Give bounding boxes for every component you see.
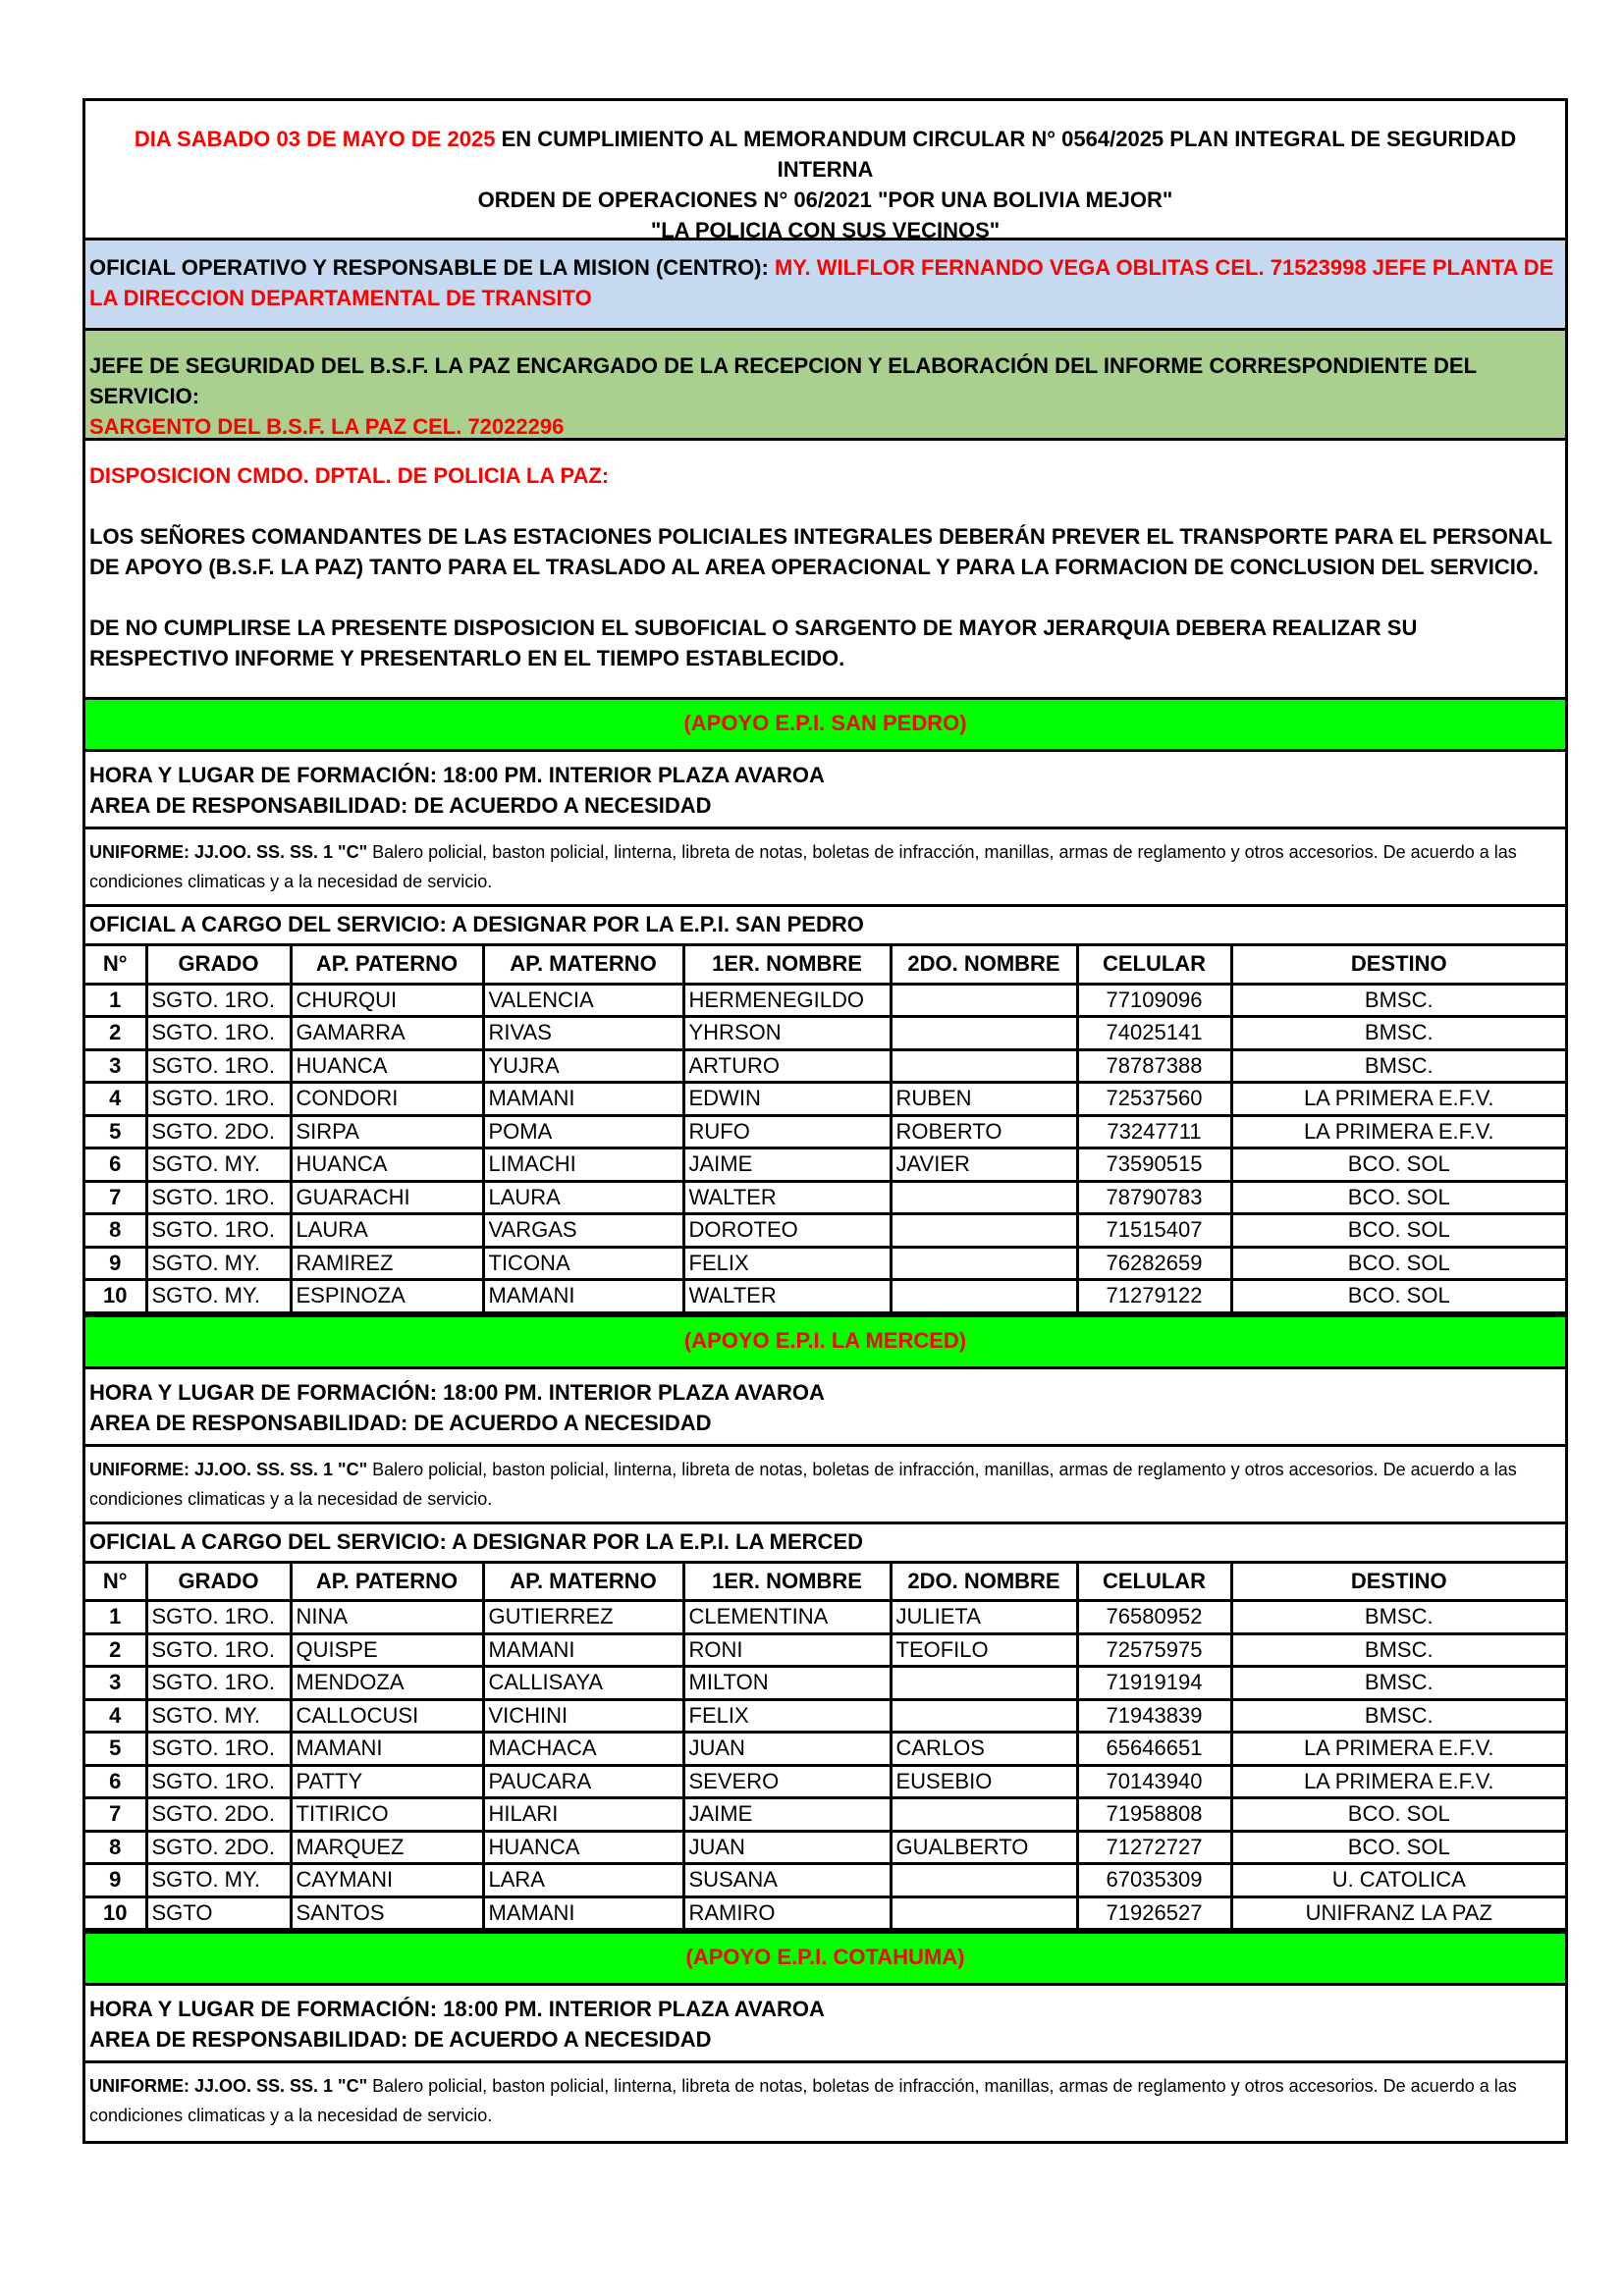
table-cell: CHURQUI bbox=[291, 984, 483, 1017]
table-cell: 74025141 bbox=[1077, 1017, 1231, 1050]
table-cell: 2 bbox=[85, 1017, 146, 1050]
table-cell: RAMIREZ bbox=[291, 1247, 483, 1280]
table-cell: 67035309 bbox=[1077, 1864, 1231, 1897]
area-responsabilidad-text: AREA DE RESPONSABILIDAD: DE ACUERDO A NECESIDAD bbox=[89, 793, 712, 818]
table-cell: BMSC. bbox=[1231, 1049, 1565, 1083]
table-cell: U. CATOLICA bbox=[1231, 1864, 1565, 1897]
table-cell: SEVERO bbox=[683, 1765, 891, 1798]
table-cell: BMSC. bbox=[1231, 1699, 1565, 1733]
table-cell: LA PRIMERA E.F.V. bbox=[1231, 1083, 1565, 1116]
table-cell: BMSC. bbox=[1231, 1017, 1565, 1050]
table-cell: LAURA bbox=[291, 1214, 483, 1248]
table-cell: BMSC. bbox=[1231, 1667, 1565, 1700]
table-row bbox=[85, 1733, 1565, 1766]
table-cell bbox=[891, 1181, 1077, 1214]
table-cell: 7 bbox=[85, 1181, 146, 1214]
formacion-block-la-merced bbox=[85, 1369, 1565, 1447]
table-cell: SGTO. 1RO. bbox=[146, 1667, 291, 1700]
table-cell: EDWIN bbox=[683, 1083, 891, 1116]
table-cell bbox=[891, 1667, 1077, 1700]
table-cell bbox=[891, 1864, 1077, 1897]
table-cell: NINA bbox=[291, 1601, 483, 1634]
oficial-operativo-label: OFICIAL OPERATIVO Y RESPONSABLE DE LA MISION (CENTRO): bbox=[89, 255, 775, 280]
table-cell: MAMANI bbox=[483, 1083, 683, 1116]
header-date: DIA SABADO 03 DE MAYO DE 2025 bbox=[134, 127, 496, 151]
table-cell: SGTO. 1RO. bbox=[146, 1633, 291, 1667]
table-cell: WALTER bbox=[683, 1280, 891, 1313]
uniforme-text: Balero policial, baston policial, linterna, libreta de notas, boletas de infracción, manillas, armas de reglamento y otros accesorios. De acuerdo a las condiciones climaticas y a la necesidad de servicio. bbox=[89, 2076, 1517, 2125]
table-cell bbox=[891, 1699, 1077, 1733]
personnel-table-wrap-san-pedro bbox=[85, 946, 1565, 1317]
table-row bbox=[85, 1083, 1565, 1116]
table-cell: 65646651 bbox=[1077, 1733, 1231, 1766]
table-cell: CALLISAYA bbox=[483, 1667, 683, 1700]
disposicion-paragraph-1: LOS SEÑORES COMANDANTES DE LAS ESTACIONES POLICIALES INTEGRALES DEBERÁN PREVER EL TRANSPORTE PARA EL PERSONAL DE APOYO (B.S.F. LA PAZ) TANTO PARA EL TRASLADO AL AREA OPERACIONAL Y PARA LA FORMACION DE CONCLUSION DEL SERVICIO. bbox=[89, 524, 1552, 579]
table-cell: RIVAS bbox=[483, 1017, 683, 1050]
table-cell: BCO. SOL bbox=[1231, 1247, 1565, 1280]
uniforme-label: UNIFORME: JJ.OO. SS. SS. 1 "C" bbox=[89, 2076, 368, 2096]
table-cell: 5 bbox=[85, 1115, 146, 1148]
table-cell: 4 bbox=[85, 1083, 146, 1116]
table-cell: 71272727 bbox=[1077, 1831, 1231, 1864]
table-cell: CARLOS bbox=[891, 1733, 1077, 1766]
table-cell: SGTO. 1RO. bbox=[146, 1601, 291, 1634]
table-cell: BCO. SOL bbox=[1231, 1280, 1565, 1313]
table-cell: LA PRIMERA E.F.V. bbox=[1231, 1115, 1565, 1148]
table-cell: POMA bbox=[483, 1115, 683, 1148]
table-row bbox=[85, 1280, 1565, 1313]
table-row bbox=[85, 1247, 1565, 1280]
jefe-seguridad-label: JEFE DE SEGURIDAD DEL B.S.F. LA PAZ ENCARGADO DE LA RECEPCION Y ELABORACIÓN DEL INFORME CORRESPONDIENTE DEL SERVICIO: bbox=[89, 353, 1477, 408]
column-header: AP. MATERNO bbox=[483, 946, 683, 984]
area-responsabilidad-text: AREA DE RESPONSABILIDAD: DE ACUERDO A NECESIDAD bbox=[89, 1410, 712, 1435]
personnel-table-san-pedro bbox=[85, 946, 1565, 1314]
table-cell: RUBEN bbox=[891, 1083, 1077, 1116]
table-cell: JUAN bbox=[683, 1831, 891, 1864]
table-cell: MAMANI bbox=[483, 1280, 683, 1313]
table-cell: JAIME bbox=[683, 1148, 891, 1182]
table-cell: 76282659 bbox=[1077, 1247, 1231, 1280]
table-row bbox=[85, 1667, 1565, 1700]
table-row bbox=[85, 1765, 1565, 1798]
uniforme-label: UNIFORME: JJ.OO. SS. SS. 1 "C" bbox=[89, 1459, 368, 1479]
disposicion-paragraph-2: DE NO CUMPLIRSE LA PRESENTE DISPOSICION EL SUBOFICIAL O SARGENTO DE MAYOR JERARQUIA DEBERA REALIZAR SU RESPECTIVO INFORME Y PRESENTARLO EN EL TIEMPO ESTABLECIDO. bbox=[89, 615, 1418, 670]
table-cell: 70143940 bbox=[1077, 1765, 1231, 1798]
table-cell: ESPINOZA bbox=[291, 1280, 483, 1313]
table-cell: SGTO. 1RO. bbox=[146, 1049, 291, 1083]
table-cell: VALENCIA bbox=[483, 984, 683, 1017]
uniforme-text: Balero policial, baston policial, linterna, libreta de notas, boletas de infracción, manillas, armas de reglamento y otros accesorios. De acuerdo a las condiciones climaticas y a la necesidad de servicio. bbox=[89, 1459, 1517, 1509]
table-cell: 9 bbox=[85, 1864, 146, 1897]
table-cell: SGTO. MY. bbox=[146, 1148, 291, 1182]
table-cell: 8 bbox=[85, 1214, 146, 1248]
table-cell: SGTO. MY. bbox=[146, 1247, 291, 1280]
table-cell: 73590515 bbox=[1077, 1148, 1231, 1182]
table-cell: SGTO. 1RO. bbox=[146, 1083, 291, 1116]
table-cell: SGTO. MY. bbox=[146, 1699, 291, 1733]
table-cell: GUALBERTO bbox=[891, 1831, 1077, 1864]
table-row bbox=[85, 1115, 1565, 1148]
table-cell: BMSC. bbox=[1231, 1601, 1565, 1634]
table-row bbox=[85, 1633, 1565, 1667]
column-header: DESTINO bbox=[1231, 1564, 1565, 1601]
table-cell: HUANCA bbox=[291, 1049, 483, 1083]
table-cell: BCO. SOL bbox=[1231, 1214, 1565, 1248]
table-cell: MILTON bbox=[683, 1667, 891, 1700]
table-cell: MAMANI bbox=[291, 1733, 483, 1766]
table-cell: PATTY bbox=[291, 1765, 483, 1798]
column-header: CELULAR bbox=[1077, 946, 1231, 984]
column-header: DESTINO bbox=[1231, 946, 1565, 984]
table-cell: WALTER bbox=[683, 1181, 891, 1214]
table-cell: LARA bbox=[483, 1864, 683, 1897]
column-header: AP. PATERNO bbox=[291, 1564, 483, 1601]
column-header: CELULAR bbox=[1077, 1564, 1231, 1601]
table-cell: RONI bbox=[683, 1633, 891, 1667]
column-header: 1ER. NOMBRE bbox=[683, 1564, 891, 1601]
area-responsabilidad-text: AREA DE RESPONSABILIDAD: DE ACUERDO A NECESIDAD bbox=[89, 2027, 712, 2052]
table-cell bbox=[891, 984, 1077, 1017]
table-row bbox=[85, 1601, 1565, 1634]
table-header-row bbox=[85, 1564, 1565, 1601]
disposicion-title: DISPOSICION CMDO. DPTAL. DE POLICIA LA PAZ: bbox=[89, 463, 610, 488]
table-cell: HUANCA bbox=[291, 1148, 483, 1182]
table-cell: SGTO. 2DO. bbox=[146, 1798, 291, 1832]
table-cell: GUARACHI bbox=[291, 1181, 483, 1214]
oficial-cargo-la-merced: OFICIAL A CARGO DEL SERVICIO: A DESIGNAR POR LA E.P.I. LA MERCED bbox=[85, 1524, 1565, 1564]
oficial-operativo-band bbox=[85, 240, 1565, 331]
table-cell: TEOFILO bbox=[891, 1633, 1077, 1667]
table-cell: HILARI bbox=[483, 1798, 683, 1832]
table-cell: JAIME bbox=[683, 1798, 891, 1832]
table-row bbox=[85, 1214, 1565, 1248]
table-cell: ARTURO bbox=[683, 1049, 891, 1083]
table-cell: 73247711 bbox=[1077, 1115, 1231, 1148]
section-title-san-pedro: (APOYO E.P.I. SAN PEDRO) bbox=[85, 700, 1565, 752]
table-cell: YHRSON bbox=[683, 1017, 891, 1050]
table-cell: EUSEBIO bbox=[891, 1765, 1077, 1798]
table-cell: BCO. SOL bbox=[1231, 1831, 1565, 1864]
uniforme-block-cotahuma bbox=[85, 2063, 1565, 2141]
table-cell: GAMARRA bbox=[291, 1017, 483, 1050]
table-cell: 1 bbox=[85, 984, 146, 1017]
table-cell: SGTO. 1RO. bbox=[146, 1017, 291, 1050]
column-header: GRADO bbox=[146, 946, 291, 984]
table-cell: YUJRA bbox=[483, 1049, 683, 1083]
table-cell: 71943839 bbox=[1077, 1699, 1231, 1733]
table-cell: SUSANA bbox=[683, 1864, 891, 1897]
table-cell: JULIETA bbox=[891, 1601, 1077, 1634]
table-cell: SIRPA bbox=[291, 1115, 483, 1148]
table-cell: ROBERTO bbox=[891, 1115, 1077, 1148]
table-cell: 3 bbox=[85, 1049, 146, 1083]
table-cell: BMSC. bbox=[1231, 984, 1565, 1017]
table-cell: SGTO. 1RO. bbox=[146, 1733, 291, 1766]
table-cell: LA PRIMERA E.F.V. bbox=[1231, 1733, 1565, 1766]
table-cell bbox=[891, 1214, 1077, 1248]
document-frame bbox=[82, 98, 1568, 2144]
table-cell: BCO. SOL bbox=[1231, 1181, 1565, 1214]
document-header bbox=[85, 101, 1565, 240]
table-cell: 6 bbox=[85, 1765, 146, 1798]
table-cell: SGTO. MY. bbox=[146, 1280, 291, 1313]
table-cell: BMSC. bbox=[1231, 1633, 1565, 1667]
table-cell bbox=[891, 1049, 1077, 1083]
table-cell: UNIFRANZ LA PAZ bbox=[1231, 1896, 1565, 1930]
table-row bbox=[85, 1798, 1565, 1832]
table-cell: MAMANI bbox=[483, 1633, 683, 1667]
table-cell: CLEMENTINA bbox=[683, 1601, 891, 1634]
formacion-block-san-pedro bbox=[85, 752, 1565, 829]
table-cell: CALLOCUSI bbox=[291, 1699, 483, 1733]
table-cell: 6 bbox=[85, 1148, 146, 1182]
table-row bbox=[85, 1896, 1565, 1930]
table-cell: MACHACA bbox=[483, 1733, 683, 1766]
table-cell: SGTO. 2DO. bbox=[146, 1115, 291, 1148]
table-cell: SGTO. 1RO. bbox=[146, 1181, 291, 1214]
disposicion-block bbox=[85, 441, 1565, 700]
table-cell: MARQUEZ bbox=[291, 1831, 483, 1864]
table-cell: 4 bbox=[85, 1699, 146, 1733]
table-row bbox=[85, 1017, 1565, 1050]
table-row bbox=[85, 1049, 1565, 1083]
table-cell: FELIX bbox=[683, 1247, 891, 1280]
table-cell: HERMENEGILDO bbox=[683, 984, 891, 1017]
table-cell bbox=[891, 1017, 1077, 1050]
table-cell: 7 bbox=[85, 1798, 146, 1832]
table-header-row bbox=[85, 946, 1565, 984]
table-cell: JAVIER bbox=[891, 1148, 1077, 1182]
table-cell: 10 bbox=[85, 1280, 146, 1313]
section-title-la-merced: (APOYO E.P.I. LA MERCED) bbox=[85, 1317, 1565, 1369]
table-cell: MENDOZA bbox=[291, 1667, 483, 1700]
table-cell: 72537560 bbox=[1077, 1083, 1231, 1116]
table-cell: QUISPE bbox=[291, 1633, 483, 1667]
formacion-block-cotahuma bbox=[85, 1986, 1565, 2063]
hora-lugar-text: HORA Y LUGAR DE FORMACIÓN: 18:00 PM. INTERIOR PLAZA AVAROA bbox=[89, 1379, 825, 1405]
table-cell bbox=[891, 1280, 1077, 1313]
table-row bbox=[85, 1699, 1565, 1733]
header-line-2: ORDEN DE OPERACIONES N° 06/2021 "POR UNA BOLIVIA MEJOR" bbox=[477, 187, 1173, 212]
table-cell: LIMACHI bbox=[483, 1148, 683, 1182]
table-row bbox=[85, 1831, 1565, 1864]
header-memorandum: EN CUMPLIMIENTO AL MEMORANDUM CIRCULAR N° 0564/2025 PLAN INTEGRAL DE SEGURIDAD INTERNA bbox=[495, 127, 1517, 182]
table-cell: LA PRIMERA E.F.V. bbox=[1231, 1765, 1565, 1798]
column-header: AP. PATERNO bbox=[291, 946, 483, 984]
table-cell: SGTO. 1RO. bbox=[146, 984, 291, 1017]
hora-lugar-text: HORA Y LUGAR DE FORMACIÓN: 18:00 PM. INTERIOR PLAZA AVAROA bbox=[89, 1997, 825, 2021]
uniforme-label: UNIFORME: JJ.OO. SS. SS. 1 "C" bbox=[89, 842, 368, 862]
uniforme-block-la-merced bbox=[85, 1447, 1565, 1524]
table-cell: 1 bbox=[85, 1601, 146, 1634]
column-header: 2DO. NOMBRE bbox=[891, 1564, 1077, 1601]
table-cell: CAYMANI bbox=[291, 1864, 483, 1897]
table-cell: 5 bbox=[85, 1733, 146, 1766]
table-row bbox=[85, 1864, 1565, 1897]
table-cell: RAMIRO bbox=[683, 1896, 891, 1930]
table-cell: SGTO. MY. bbox=[146, 1864, 291, 1897]
oficial-operativo-value: MY. WILFLOR FERNANDO VEGA OBLITAS CEL. 71523998 JEFE PLANTA DE LA DIRECCION DEPARTAMENTAL DE TRANSITO bbox=[89, 255, 1554, 310]
column-header: N° bbox=[85, 1564, 146, 1601]
table-cell: SGTO. 1RO. bbox=[146, 1765, 291, 1798]
table-row bbox=[85, 984, 1565, 1017]
table-cell: VICHINI bbox=[483, 1699, 683, 1733]
personnel-table-la-merced bbox=[85, 1564, 1565, 1932]
table-cell: 71926527 bbox=[1077, 1896, 1231, 1930]
jefe-seguridad-band bbox=[85, 331, 1565, 441]
jefe-seguridad-value: SARGENTO DEL B.S.F. LA PAZ CEL. 72022296 bbox=[89, 414, 565, 439]
table-cell bbox=[891, 1247, 1077, 1280]
table-cell: 71919194 bbox=[1077, 1667, 1231, 1700]
table-cell: SGTO. 1RO. bbox=[146, 1214, 291, 1248]
table-cell: JUAN bbox=[683, 1733, 891, 1766]
table-cell: 71279122 bbox=[1077, 1280, 1231, 1313]
header-line-3: "LA POLICIA CON SUS VECINOS" bbox=[650, 218, 1001, 242]
table-cell: 77109096 bbox=[1077, 984, 1231, 1017]
column-header: 1ER. NOMBRE bbox=[683, 946, 891, 984]
table-cell: BCO. SOL bbox=[1231, 1148, 1565, 1182]
table-cell: LAURA bbox=[483, 1181, 683, 1214]
column-header: N° bbox=[85, 946, 146, 984]
column-header: 2DO. NOMBRE bbox=[891, 946, 1077, 984]
table-cell: SANTOS bbox=[291, 1896, 483, 1930]
table-cell: FELIX bbox=[683, 1699, 891, 1733]
table-cell: HUANCA bbox=[483, 1831, 683, 1864]
table-cell bbox=[891, 1896, 1077, 1930]
table-cell: PAUCARA bbox=[483, 1765, 683, 1798]
table-cell: 3 bbox=[85, 1667, 146, 1700]
oficial-cargo-san-pedro: OFICIAL A CARGO DEL SERVICIO: A DESIGNAR POR LA E.P.I. SAN PEDRO bbox=[85, 907, 1565, 946]
table-cell: TITIRICO bbox=[291, 1798, 483, 1832]
column-header: GRADO bbox=[146, 1564, 291, 1601]
table-cell: 78790783 bbox=[1077, 1181, 1231, 1214]
table-cell: 9 bbox=[85, 1247, 146, 1280]
table-cell: VARGAS bbox=[483, 1214, 683, 1248]
table-cell: 71515407 bbox=[1077, 1214, 1231, 1248]
uniforme-block-san-pedro bbox=[85, 829, 1565, 907]
uniforme-text: Balero policial, baston policial, linterna, libreta de notas, boletas de infracción, manillas, armas de reglamento y otros accesorios. De acuerdo a las condiciones climaticas y a la necesidad de servicio. bbox=[89, 842, 1517, 891]
table-cell: MAMANI bbox=[483, 1896, 683, 1930]
column-header: AP. MATERNO bbox=[483, 1564, 683, 1601]
table-row bbox=[85, 1181, 1565, 1214]
table-cell: 72575975 bbox=[1077, 1633, 1231, 1667]
section-title-cotahuma: (APOYO E.P.I. COTAHUMA) bbox=[85, 1934, 1565, 1986]
table-cell: SGTO. 2DO. bbox=[146, 1831, 291, 1864]
table-row bbox=[85, 1148, 1565, 1182]
table-cell: 71958808 bbox=[1077, 1798, 1231, 1832]
table-cell: 78787388 bbox=[1077, 1049, 1231, 1083]
table-cell: BCO. SOL bbox=[1231, 1798, 1565, 1832]
table-cell bbox=[891, 1798, 1077, 1832]
header-line-1 bbox=[85, 124, 1565, 185]
personnel-table-wrap-la-merced bbox=[85, 1564, 1565, 1935]
table-cell: GUTIERREZ bbox=[483, 1601, 683, 1634]
table-cell: 8 bbox=[85, 1831, 146, 1864]
table-cell: 2 bbox=[85, 1633, 146, 1667]
hora-lugar-text: HORA Y LUGAR DE FORMACIÓN: 18:00 PM. INTERIOR PLAZA AVAROA bbox=[89, 763, 825, 787]
table-cell: DOROTEO bbox=[683, 1214, 891, 1248]
table-cell: SGTO bbox=[146, 1896, 291, 1930]
table-cell: RUFO bbox=[683, 1115, 891, 1148]
table-cell: 10 bbox=[85, 1896, 146, 1930]
table-cell: TICONA bbox=[483, 1247, 683, 1280]
table-cell: 76580952 bbox=[1077, 1601, 1231, 1634]
table-cell: CONDORI bbox=[291, 1083, 483, 1116]
